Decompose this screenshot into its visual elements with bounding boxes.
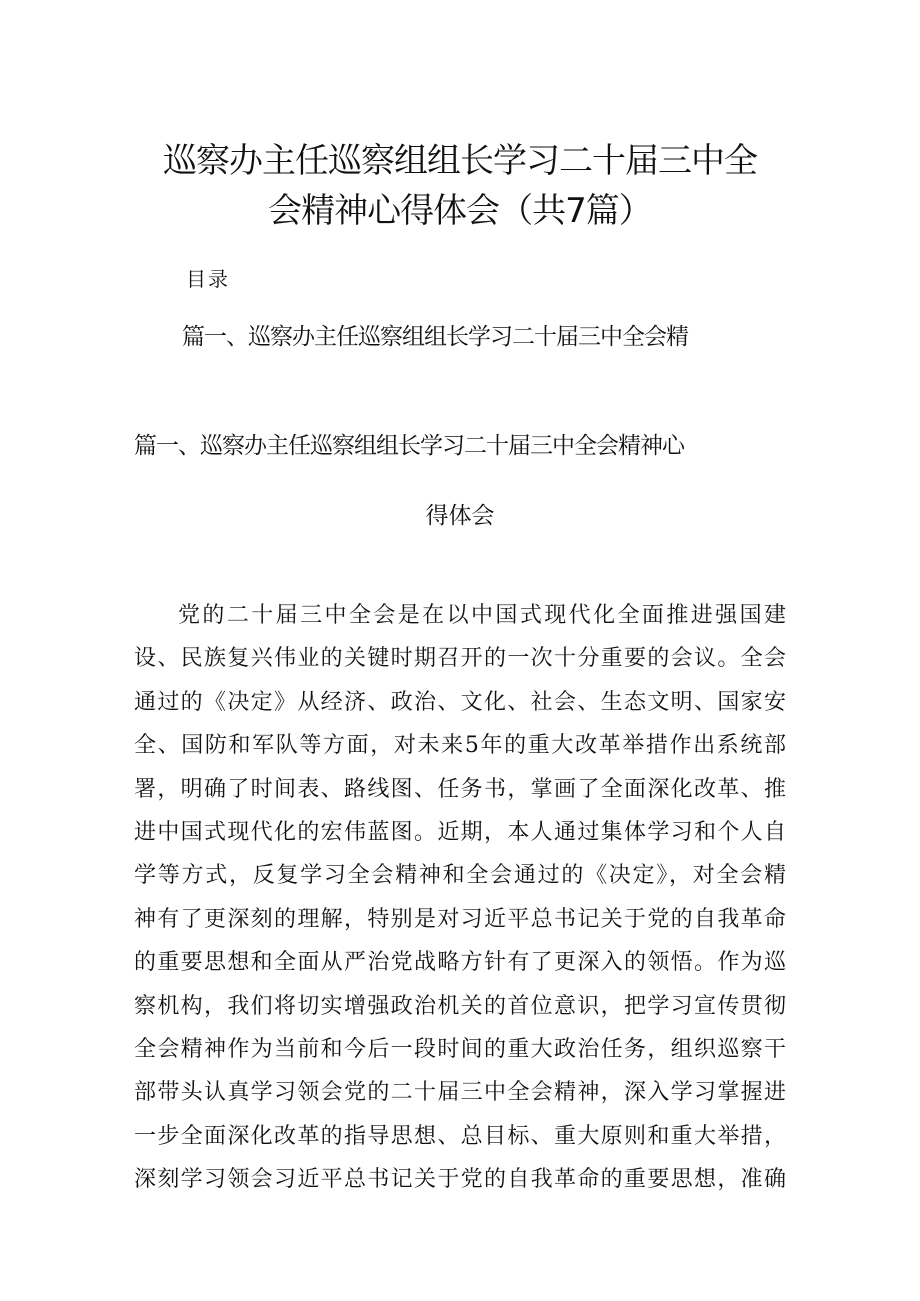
body-line: 深刻学习领会习近平总书记关于党的自我革命的重要思想，准确 <box>134 1167 786 1193</box>
body-line: 署，明确了时间表、路线图、任务书，掌画了全面深化改革、推 <box>134 776 786 802</box>
body-line: 学等方式，反复学习全会精神和全会通过的《决定》，对全会精 <box>134 863 786 889</box>
body-line: 全、国防和军队等方面，对未来5年的重大改革举措作出系统部 <box>134 733 786 759</box>
body-line: 神有了更深刻的理解，特别是对习近平总书记关于党的自我革命 <box>134 906 786 932</box>
document-title <box>0 136 920 236</box>
body-line: 部带头认真学习领会党的二十届三中全会精神，深入学习掌握进 <box>134 1080 786 1106</box>
title-line-2: 会精神心得体会（共7篇） <box>268 191 652 231</box>
body-line: 设、民族复兴伟业的关键时期召开的一次十分重要的会议。全会 <box>134 646 786 672</box>
body-line: 全会精神作为当前和今后一段时间的重大政治任务，组织巡察干 <box>134 1036 786 1062</box>
toc-item-1[interactable]: 篇一、巡察办主任巡察组组长学习二十届三中全会精 <box>182 324 688 350</box>
title-line-1: 巡察办主任巡察组组长学习二十届三中全 <box>163 141 757 181</box>
body-line: 党的二十届三中全会是在以中国式现代化全面推进强国建 <box>178 603 786 628</box>
body-line: 一步全面深化改革的指导思想、总目标、重大原则和重大举措， <box>134 1123 786 1149</box>
body-paragraph <box>134 594 786 1201</box>
section-heading-line-2: 得体会 <box>425 503 495 529</box>
body-line: 通过的《决定》从经济、政治、文化、社会、生态文明、国家安 <box>134 689 786 715</box>
body-line: 进中国式现代化的宏伟蓝图。近期，本人通过集体学习和个人自 <box>134 819 786 845</box>
body-line: 察机构，我们将切实增强政治机关的首位意识，把学习宣传贯彻 <box>134 993 786 1019</box>
toc-label: 目录 <box>186 267 230 291</box>
body-line: 的重要思想和全面从严治党战略方针有了更深入的领悟。作为巡 <box>134 950 786 976</box>
section-heading-line-1: 篇一、巡察办主任巡察组组长学习二十届三中全会精神心 <box>134 433 684 459</box>
